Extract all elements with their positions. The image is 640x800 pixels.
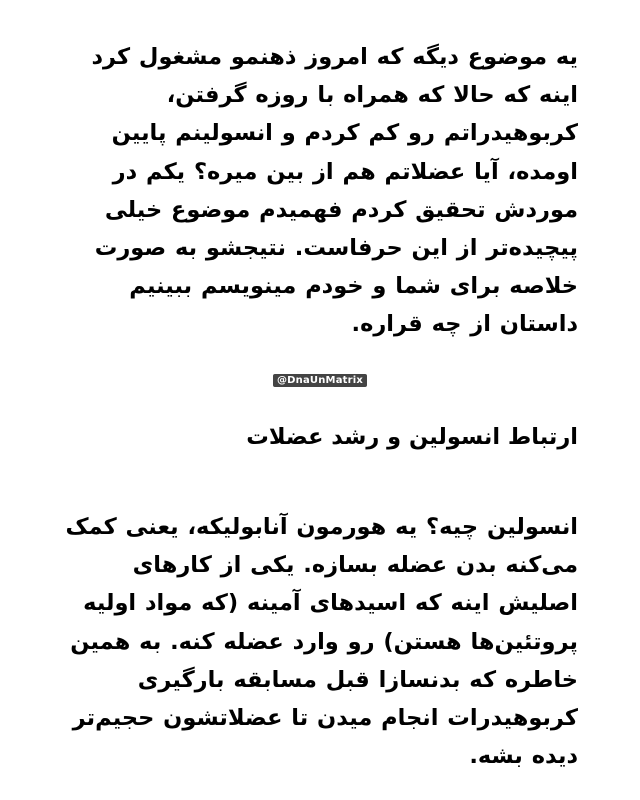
intro-paragraph: یه موضوع دیگه که امروز ذهنمو مشغول کرد اینه که حالا که همراه با روزه گرفتن، کربوهیدراتم رو کم کردم و انسولینم پایین اومده، آیا عضلاتم هم از بین میره؟ یکم در موردش تحقیق کردم فهمیدم موضوع خیلی پیچیده‌تر از این حرفاست. نتیجشو به صورت خلاصه برای شما و خودم مینویسم ببینیم داستان از چه قراره. [91,44,578,338]
section-heading: ارتباط انسولین و رشد عضلات [246,424,578,450]
watermark-label: @DnaUnMatrix [273,374,367,387]
section-paragraph: انسولین چیه؟ یه هورمون آنابولیکه، یعنی کمک می‌کنه بدن عضله بسازه. یکی از کارهای اصلیش اینه که اسیدهای آمینه (که مواد اولیه پروتئین‌ها هستن) رو وارد عضله کنه. به همین خاطره که بدنسازا قبل مسابقه بارگیری کربوهیدرات انجام میدن تا عضلاتشون حجیم‌تر دیده بشه. [65,514,578,770]
watermark [0,368,640,387]
